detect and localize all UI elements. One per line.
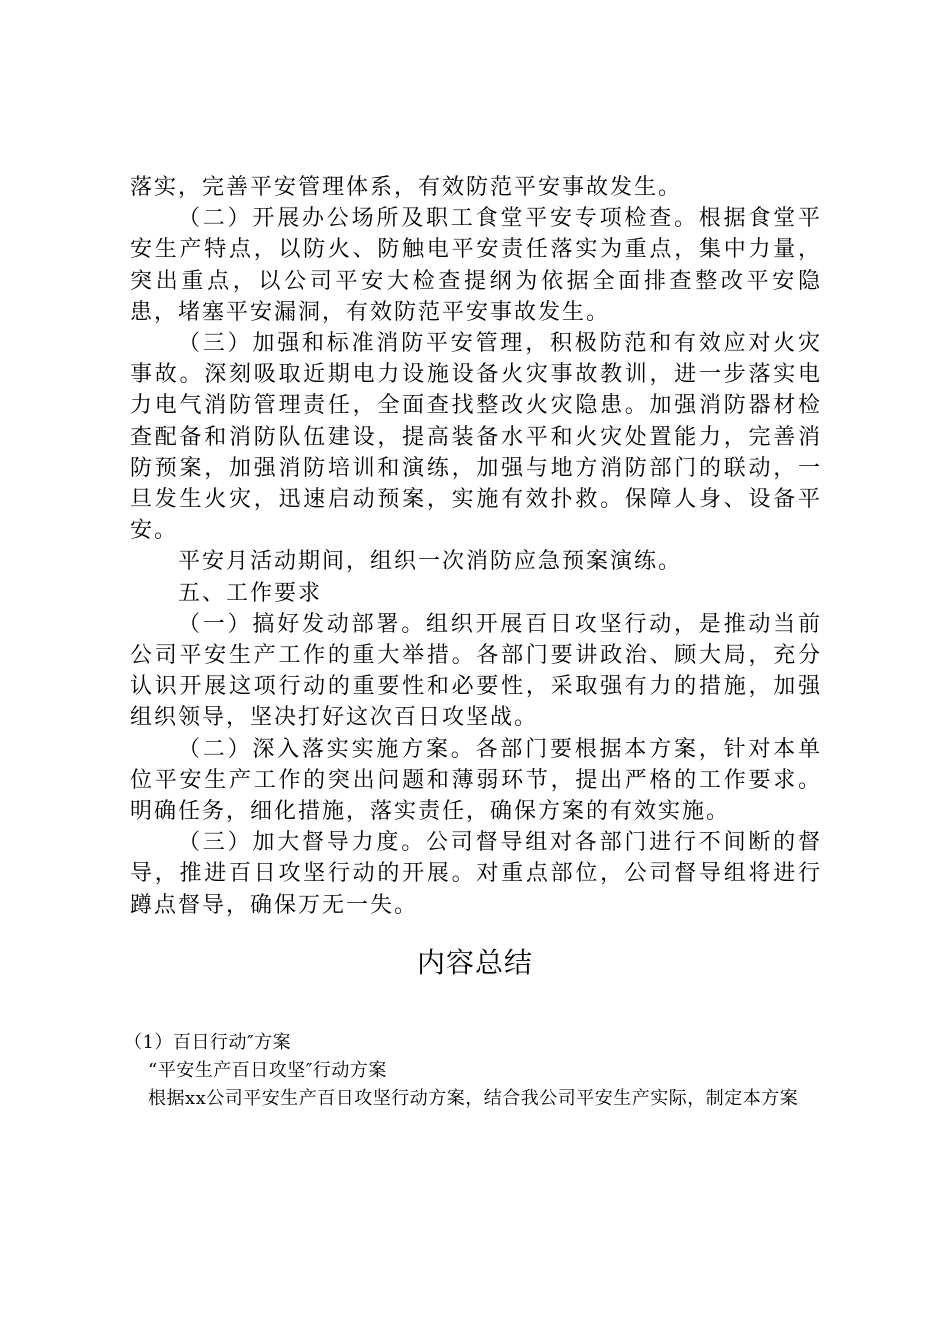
section-heading-requirements: 五、工作要求 — [178, 580, 323, 606]
summary-title: 内容总结 — [416, 946, 533, 979]
summary-line: 根据xx公司平安生产百日攻坚行动方案，结合我公司平安生产实际，制定本方案 — [148, 1088, 799, 1109]
summary-line: “平安生产百日攻坚″行动方案 — [148, 1060, 387, 1081]
summary-line: （1）百日行动″方案 — [124, 1032, 292, 1053]
paragraph-fire-safety: （三）加强和标准消防平安管理，积极防范和有效应对火灾事故。深刻吸取近期电力设施设备火灾事故教训，进一步落实电力电气消防管理责任，全面查找整改火灾隐患。加强消防器材检查配备和消防队伍建设，提高装备水平和火灾处置能力，完善消防预案，加强消防培训和演练，加强与地方消防部门的联动，一旦发生火灾，迅速启动预案，实施有效扑救。保障人身、设备平安。 — [130, 331, 822, 544]
paragraph-canteen-inspection: （二）开展办公场所及职工食堂平安专项检查。根据食堂平安生产特点，以防火、防触电平安责任落实为重点，集中力量，突出重点，以公司平安大检查提纲为依据全面排查整改平安隐患，堵塞平安漏洞，有效防范平安事故发生。 — [130, 206, 822, 325]
body-text — [130, 172, 822, 921]
summary-block — [124, 1029, 822, 1113]
paragraph-mobilization: （一）搞好发动部署。组织开展百日攻坚行动，是推动当前公司平安生产工作的重大举措。各部门要讲政治、顾大局，充分认识开展这项行动的重要性和必要性，采取强有力的措施，加强组织领导，坚决打好这次百日攻坚战。 — [130, 611, 822, 731]
paragraph-drill: 平安月活动期间，组织一次消防应急预案演练。 — [178, 549, 683, 575]
paragraph-continuation: 落实，完善平安管理体系，有效防范平安事故发生。 — [130, 175, 683, 200]
paragraph-implementation: （二）深入落实实施方案。各部门要根据本方案，针对本单位平安生产工作的突出问题和薄弱环节，提出严格的工作要求。明确任务，细化措施，落实责任，确保方案的有效实施。 — [130, 736, 822, 825]
paragraph-supervision: （三）加大督导力度。公司督导组对各部门进行不间断的督导，推进百日攻坚行动的开展。对重点部位，公司督导组将进行蹲点督导，确保万无一失。 — [130, 830, 822, 918]
